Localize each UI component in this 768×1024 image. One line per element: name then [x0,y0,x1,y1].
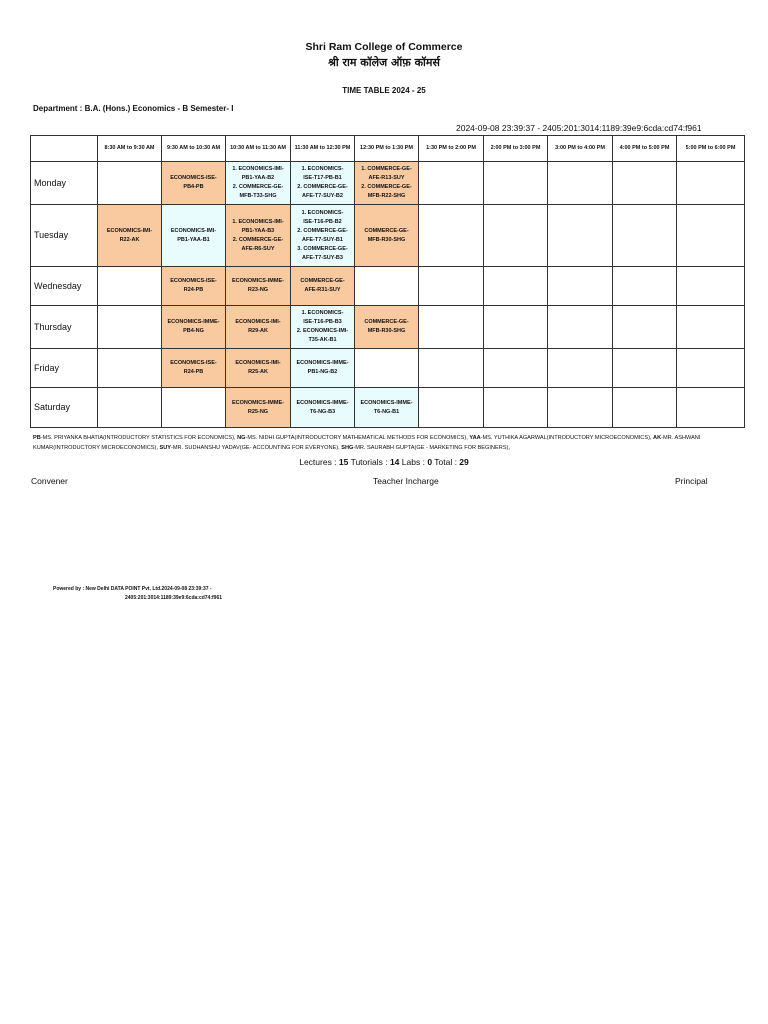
class-entry-line: T6-NG-B1 [373,408,400,415]
timetable-cell [98,349,162,388]
timetable-cell [226,162,291,205]
slot-header: 12:30 PM to 1:30 PM [355,136,419,162]
class-entry-line: ECONOMICS-IMME- [232,399,284,406]
faculty-code: YAA [469,435,481,441]
slot-header: 10:30 AM to 11:30 AM [226,136,291,162]
class-entry-line: R23-NG [247,287,269,293]
class-entry-line: MFB-T33-SHG [239,193,277,199]
timetable-cell [162,267,226,306]
class-entry-line: 1. ECONOMICS- [301,166,344,172]
class-entry-line: COMMERCE-GE- [364,319,409,325]
timetable-cell [162,162,226,205]
timetable-cell [613,162,677,205]
timetable-cell [484,306,548,349]
timetable-cell [613,267,677,306]
class-entry-line: ISE-T17-PB-B1 [303,175,342,181]
timetable-cell [613,388,677,428]
timetable-cell [484,267,548,306]
day-row [31,162,745,205]
class-entry-line: 2. COMMERCE-GE- [232,236,284,243]
class-entry-line: 1. ECONOMICS-IMI- [232,218,284,225]
tutorials-count: 14 [389,457,400,467]
timetable-cell [484,349,548,388]
class-entry-line: T6-NG-B3 [309,408,336,415]
timetable-cell [677,205,745,267]
class-entry-line: ECONOMICS-IMI- [235,319,281,325]
timetable-cell [226,306,291,349]
timetable-cell [484,388,548,428]
timetable-cell [98,162,162,205]
class-entry-line: PB1-YAA-B2 [241,175,275,181]
timetable-cell [291,349,355,388]
timetable-cell [355,205,419,267]
timetable-cell [98,267,162,306]
timetable-cell [226,349,291,388]
timetable-cell [355,388,419,428]
timetable-cell [291,388,355,428]
timetable-cell [419,388,484,428]
timetable-cell [162,306,226,349]
timetable-cell [419,349,484,388]
class-entry-line: 1. ECONOMICS- [301,209,344,216]
timetable-cell [677,349,745,388]
powered-by-line1: Powered by : New Delhi DATA POINT Pvt. Ltd.2024-09-08 23:39:37 - [53,586,212,592]
timetable-cell [226,205,291,267]
class-entry-line: PB4-NG [183,328,204,334]
class-entry-line: AFE-R31-SUY [304,287,341,293]
faculty-code: AK [653,435,662,441]
class-entry-line: MFB-R30-SHG [367,328,406,334]
class-entry-line: ISE-T16-PB-B2 [303,218,342,225]
day-label: Wednesday [31,267,98,306]
class-entry-line: R24-PB [183,287,204,293]
timetable-cell [677,267,745,306]
class-entry-line: PB1-NG-B2 [307,369,338,375]
class-entry-line: R25-AK [248,369,268,375]
day-label: Monday [31,162,98,205]
timetable-header-row [31,136,745,162]
timetable-cell [548,205,613,267]
class-entry-line: ECONOMICS-IMI- [106,227,153,234]
class-entry-line: 2. COMMERCE-GE- [297,184,348,190]
timetable-cell [98,388,162,428]
timetable-cell [613,349,677,388]
timetable-cell [162,388,226,428]
timetable-cell [355,267,419,306]
class-totals [0,457,768,467]
class-entry-line: ECONOMICS-IMME- [232,278,284,284]
timetable-cell [419,205,484,267]
class-entry-line: 1. ECONOMICS-IMI- [232,166,284,172]
class-entry-line: 3. COMMERCE-GE- [297,245,348,252]
timetable-cell [613,205,677,267]
class-entry-line: ECONOMICS-IMI- [170,227,217,234]
powered-by-line2: 2405:201:3014:1189:39e9:6cda:cd74:f961 [125,595,223,601]
timetable-cell [355,306,419,349]
faculty-description: -MS. YUTHIKA AGARWAL(INTRODUCTORY MICROECONOMICS), [480,435,654,441]
class-entry-line: COMMERCE-GE- [364,227,409,234]
class-entry-line: R25-NG [247,408,269,415]
timetable-cell [484,205,548,267]
class-entry-line: ECONOMICS-IMME- [296,360,349,366]
timetable-title: TIME TABLE 2024 - 25 [342,86,426,95]
slot-header: 2:00 PM to 3:00 PM [484,136,548,162]
day-row [31,349,745,388]
timetable-cell [548,349,613,388]
class-entry-line: MFB-R22-SHG [367,193,406,199]
labs-label: Labs : [399,457,428,467]
day-label: Saturday [31,388,98,428]
faculty-description: -MS. NIDHI GUPTA(INTRODUCTORY MATHEMATICAL METHODS FOR ECONOMICS), [245,435,470,441]
timetable-cell [291,205,355,267]
timetable-cell [162,349,226,388]
convener-signature: Convener [31,476,68,486]
day-label: Thursday [31,306,98,349]
class-entry-line: AFE-T7-SUY-B3 [302,254,343,261]
total-count: 29 [459,457,469,467]
class-entry-line: 2. COMMERCE-GE- [361,184,412,190]
class-entry-line: 1. ECONOMICS- [301,310,344,316]
labs-count: 0 [427,457,433,467]
class-entry-line: 2. COMMERCE-GE- [297,227,348,234]
class-entry-line: ECONOMICS-IMME- [167,319,220,325]
timetable-grid [30,135,745,428]
faculty-legend [33,433,733,453]
timetable-cell [548,162,613,205]
timetable-cell [355,162,419,205]
timetable-cell [677,162,745,205]
total-label: Total : [432,457,460,467]
timetable-cell [226,388,291,428]
day-row [31,267,745,306]
generation-stamp: 2024-09-08 23:39:37 - 2405:201:3014:1189:39e9:6cda:cd74:f961 [456,123,702,133]
college-name-hindi: श्री राम कॉलेज ऑफ़ कॉमर्स [328,56,440,69]
slot-header: 4:00 PM to 5:00 PM [613,136,677,162]
timetable-cell [291,162,355,205]
class-entry-line: ECONOMICS-ISE- [170,278,217,284]
lectures-count: 15 [338,457,349,467]
class-entry-line: 2. COMMERCE-GE- [232,184,284,190]
slot-header: 1:30 PM to 2:00 PM [419,136,484,162]
class-entry-line: ECONOMICS-ISE- [170,360,217,366]
faculty-description: -MR. ASHWANI KUMAR(INTRODUCTORY MICROECONOMICS), [33,435,701,451]
class-entry-line: ECONOMICS-IMI- [235,360,281,366]
class-entry-line: AFE-T7-SUY-B2 [302,193,343,199]
timetable-cell [355,349,419,388]
timetable-cell [162,205,226,267]
corner-cell [31,136,98,162]
timetable-cell [98,306,162,349]
class-entry-line: PB1-YAA-B1 [177,236,210,243]
class-entry-line: R24-PB [183,369,204,375]
slot-header: 5:00 PM to 6:00 PM [677,136,745,162]
class-entry-line: ISE-T16-PB-B3 [303,319,342,325]
timetable-cell [677,388,745,428]
class-entry-line: ECONOMICS-ISE- [170,175,217,181]
timetable-cell [548,388,613,428]
class-entry-line: ECONOMICS-IMME- [360,399,413,406]
slot-header: 11:30 AM to 12:30 PM [291,136,355,162]
timetable-cell [419,267,484,306]
slot-header: 8:30 AM to 9:30 AM [98,136,162,162]
class-entry-line: AFE-R13-SUY [368,175,405,181]
slot-header: 3:00 PM to 4:00 PM [548,136,613,162]
timetable-cell [419,162,484,205]
class-entry-line: 1. COMMERCE-GE- [361,166,412,172]
timetable-cell [419,306,484,349]
timetable-cell [291,267,355,306]
class-entry-line: R29-AK [248,328,268,334]
timetable-body [31,162,745,428]
timetable-cell [484,162,548,205]
class-entry-line: PB4-PB [183,184,204,190]
class-entry-line: AFE-R6-SUY [241,245,275,252]
tutorials-label: Tutorials : [348,457,390,467]
principal-signature: Principal [675,476,708,486]
timetable-cell [548,306,613,349]
lectures-label: Lectures : [299,457,339,467]
teacher-incharge-signature: Teacher Incharge [373,476,439,486]
class-entry-line: 2. ECONOMICS-IMI- [296,328,349,334]
class-entry-line: ECONOMICS-IMME- [296,399,349,406]
timetable-cell [613,306,677,349]
faculty-description: -MS. PRIYANKA BHATIA(INTRODUCTORY STATISTICS FOR ECONOMICS), [40,435,238,441]
class-entry-line: R22-AK [119,236,140,243]
college-name: Shri Ram College of Commerce [305,41,463,53]
day-row [31,388,745,428]
timetable-cell [677,306,745,349]
faculty-code: PB [33,435,41,441]
timetable-cell [548,267,613,306]
slot-header: 9:30 AM to 10:30 AM [162,136,226,162]
faculty-code: NG [237,435,246,441]
faculty-description: -MR. SAURABH GUPTA(GE - MARKETING FOR BEGINERS), [353,445,510,451]
department-label: Department : B.A. (Hons.) Economics - B Semester- I [33,104,234,113]
class-entry-line: PB1-YAA-B3 [241,227,275,234]
faculty-description: -MR. SUDHANSHU YADAV(GE- ACCOUNTING FOR EVERYONE), [171,445,342,451]
timetable-cell [98,205,162,267]
faculty-code: SUY [159,445,172,451]
class-entry-line: COMMERCE-GE- [300,278,345,284]
timetable-cell [226,267,291,306]
timetable-cell [291,306,355,349]
day-label: Tuesday [31,205,98,267]
class-entry-line: AFE-T7-SUY-B1 [302,236,343,243]
day-row [31,306,745,349]
faculty-code: SHG [341,445,354,451]
class-entry-line: T35-AK-B1 [308,337,337,343]
class-entry-line: MFB-R30-SHG [367,236,406,243]
day-label: Friday [31,349,98,388]
day-row [31,205,745,267]
powered-by-footer [53,585,222,603]
